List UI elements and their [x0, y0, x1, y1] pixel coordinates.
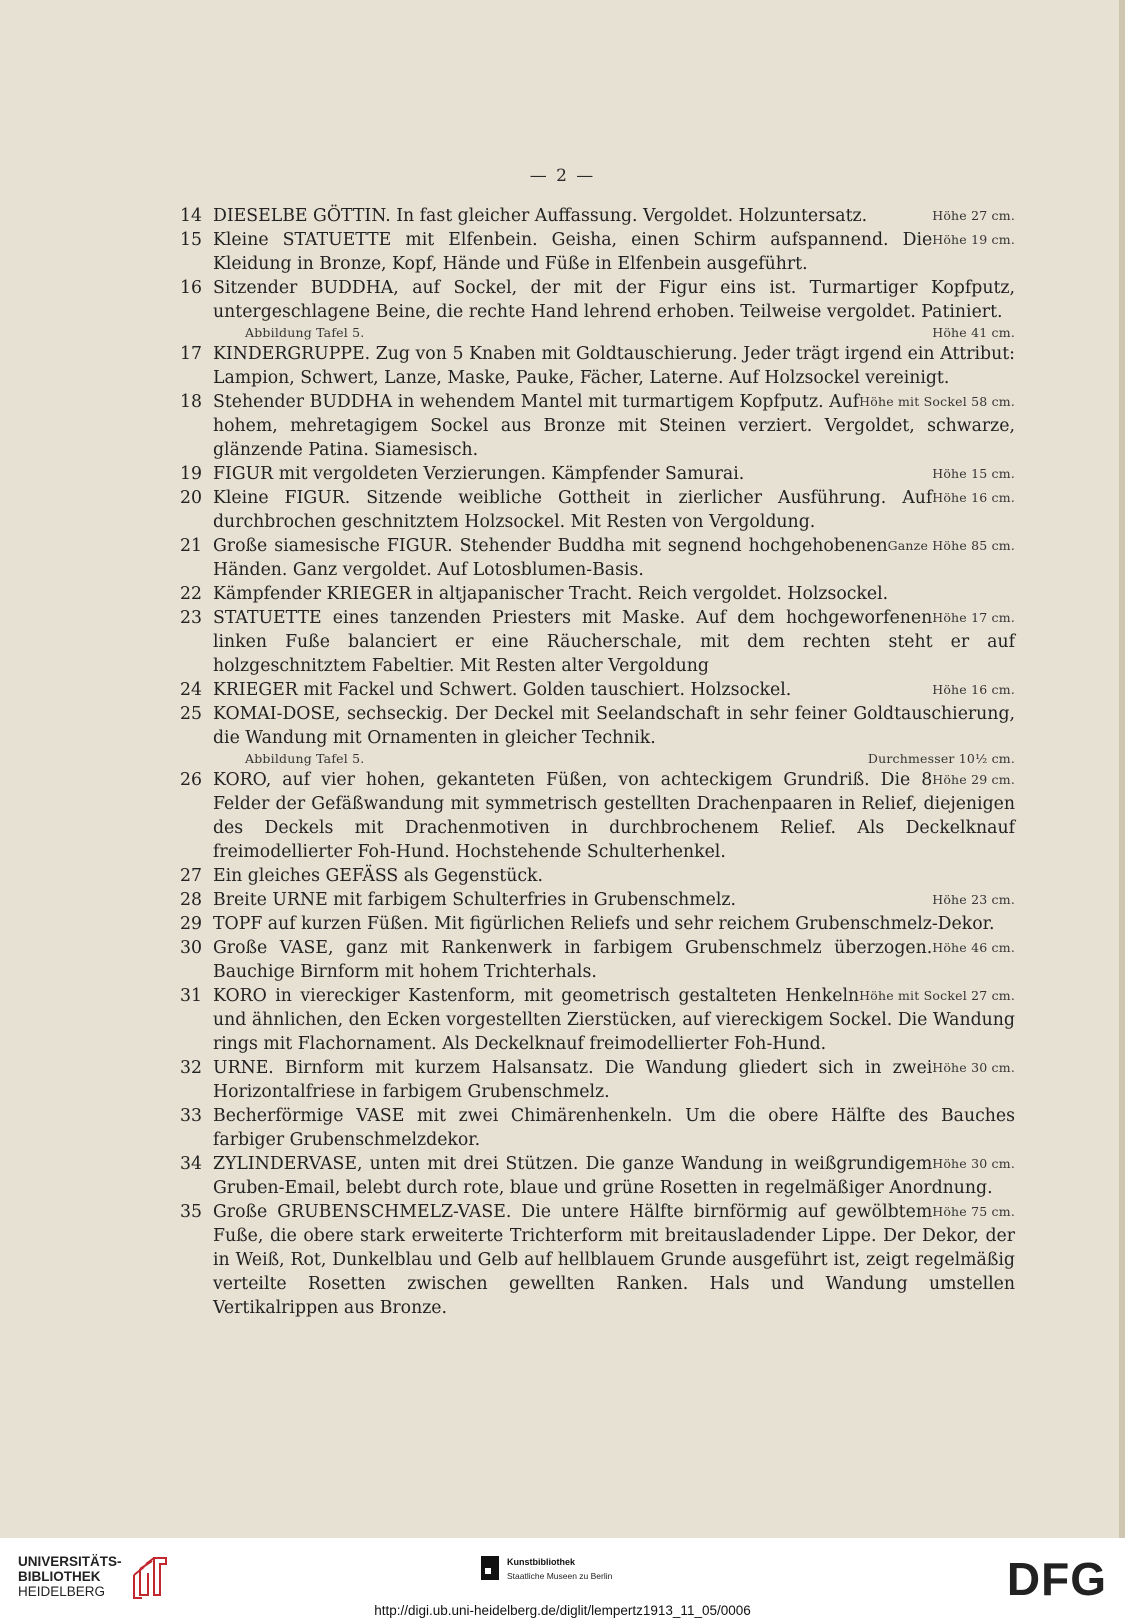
entry-description [213, 462, 1015, 486]
page-edge [1119, 0, 1125, 1538]
entry-description [213, 984, 1015, 1056]
entry-text: Stehender BUDDHA in wehendem Mantel mit turmartigem Kopfputz. Auf hohem, mehretagigem Sockel aus Bronze mit Steinen verziert. Vergoldet, schwarze, glänzende Patina. Siamesisch. [213, 392, 1015, 460]
plate-reference: Abbildung Tafel 5. [245, 751, 365, 766]
catalog-entry [180, 768, 1015, 864]
entry-text: KORO in viereckiger Kastenform, mit geometrisch gestalteten Henkeln und ähnlichen, den Ecken vorgestellten Zierstücken, auf viereckigem Sockel. Die Wandung rings mit Flachornament. Als Deckelknauf freimodellierter Foh-Hund. [213, 986, 1015, 1054]
entry-description [213, 1056, 1015, 1104]
uni-logo-line-3: HEIDELBERG [18, 1584, 106, 1599]
entry-description [213, 228, 1015, 276]
entry-text: Breite URNE mit farbigem Schulterfries in Grubenschmelz. [213, 890, 736, 910]
entry-measurement: Höhe 30 cm. [932, 1156, 1015, 1171]
entry-number: 19 [180, 464, 202, 484]
entry-number: 21 [180, 536, 202, 556]
entry-measurement: Höhe 46 cm. [932, 940, 1015, 955]
entry-number: 27 [180, 866, 202, 886]
entry-description [213, 582, 1015, 606]
entry-description [213, 1152, 1015, 1200]
catalog-entry [180, 276, 1015, 342]
entry-text: Ein gleiches GEFÄSS als Gegenstück. [213, 866, 543, 886]
catalog-entry [180, 864, 1015, 888]
catalog-entry [180, 486, 1015, 534]
entry-description [213, 204, 1015, 228]
entry-number: 23 [180, 608, 202, 628]
entry-text: Kleine STATUETTE mit Elfenbein. Geisha, einen Schirm aufspannend. Die Kleidung in Bronze, Kopf, Hände und Füße in Elfenbein ausgeführt. [213, 230, 933, 274]
university-library-logo[interactable] [18, 1554, 170, 1599]
entry-number: 22 [180, 584, 202, 604]
entry-measurement: Höhe 30 cm. [932, 1060, 1015, 1075]
entry-text: Kämpfender KRIEGER in altjapanischer Tracht. Reich vergoldet. Holzsockel. [213, 584, 889, 604]
entry-number: 35 [180, 1202, 202, 1222]
uni-logo-line-2: BIBLIOTHEK [18, 1569, 101, 1584]
uni-emblem-icon [130, 1555, 170, 1599]
catalog-entry [180, 204, 1015, 228]
entry-text: Kleine FIGUR. Sitzende weibliche Gottheit in zierlicher Ausführung. Auf durchbrochen geschnitztem Holzsockel. Mit Resten von Vergoldung. [213, 488, 933, 532]
entry-description [213, 276, 1015, 324]
entry-text: ZYLINDERVASE, unten mit drei Stützen. Die ganze Wandung in weißgrundigem Gruben-Email, belebt durch rote, blaue und grüne Rosetten in regelmäßiger Anordnung. [213, 1154, 993, 1198]
entry-measurement: Ganze Höhe 85 cm. [887, 538, 1015, 553]
entry-description [213, 342, 1015, 390]
entry-measurement: Höhe 27 cm. [932, 208, 1015, 223]
catalog-entry [180, 912, 1015, 936]
plate-reference: Abbildung Tafel 5. [245, 325, 365, 340]
catalog-entry [180, 342, 1015, 390]
kb-line-1: Kunstbibliothek [507, 1557, 575, 1567]
entry-number: 17 [180, 344, 202, 364]
entry-number: 31 [180, 986, 202, 1006]
entry-text: Große VASE, ganz mit Rankenwerk in farbigem Grubenschmelz überzogen. Bauchige Birnform mit hohem Trichterhals. [213, 938, 933, 982]
entry-number: 34 [180, 1154, 202, 1174]
entry-description [213, 1200, 1015, 1320]
catalog-entry [180, 888, 1015, 912]
entry-text: STATUETTE eines tanzenden Priesters mit Maske. Auf dem hochgeworfenen linken Fuße balanciert er eine Räucherschale, mit dem rechten steht er auf holzgeschnitztem Fabeltier. Mit Resten alter Vergoldung [213, 608, 1015, 676]
entry-measurement: Höhe 19 cm. [932, 232, 1015, 247]
entry-measurement: Höhe 29 cm. [932, 772, 1015, 787]
kunstbibliothek-icon [481, 1556, 499, 1580]
catalog-entry [180, 582, 1015, 606]
entry-text: DIESELBE GÖTTIN. In fast gleicher Auffassung. Vergoldet. Holzuntersatz. [213, 206, 868, 226]
entry-number: 33 [180, 1106, 202, 1126]
permalink-url[interactable]: http://digi.ub.uni-heidelberg.de/diglit/lempertz1913_11_05/0006 [374, 1603, 751, 1618]
entry-description [213, 864, 1015, 888]
catalog-entry [180, 678, 1015, 702]
dfg-logo[interactable]: DFG [1006, 1553, 1107, 1605]
entry-number: 20 [180, 488, 202, 508]
footer [0, 1538, 1125, 1623]
entry-number: 16 [180, 278, 202, 298]
entry-description [213, 486, 1015, 534]
entry-number: 14 [180, 206, 202, 226]
entry-description [213, 702, 1015, 750]
catalog-entry [180, 1056, 1015, 1104]
page-number: — 2 — [529, 166, 596, 186]
entry-measurement: Höhe 16 cm. [932, 490, 1015, 505]
entry-text: URNE. Birnform mit kurzem Halsansatz. Die Wandung gliedert sich in zwei Horizontalfriese in farbigem Grubenschmelz. [213, 1058, 933, 1102]
entry-measurement: Durchmesser 10½ cm. [867, 751, 1015, 766]
entry-text: Große GRUBENSCHMELZ-VASE. Die untere Hälfte birnförmig auf gewölbtem Fuße, die obere stark erweiterte Trichterform mit breitausladender Lippe. Der Dekor, der in Weiß, Rot, Dunkelblau und Gelb auf hellblauem Grunde ausgeführt ist, zeigt regelmäßig verteilte Rosetten zwischen gewellten Ranken. Hals und Wandung umstellen Vertikalrippen aus Bronze. [213, 1202, 1015, 1318]
kunstbibliothek-logo[interactable] [481, 1556, 612, 1582]
entry-description [213, 912, 1015, 936]
entry-measurement: Höhe mit Sockel 27 cm. [859, 988, 1015, 1003]
entry-number: 25 [180, 704, 202, 724]
entry-measurement: Höhe 16 cm. [932, 682, 1015, 697]
entry-description [213, 768, 1015, 864]
entry-measurement: Höhe 17 cm. [932, 610, 1015, 625]
entry-meta-line [213, 324, 1015, 342]
catalog-entry [180, 1200, 1015, 1320]
entry-description [213, 390, 1015, 462]
entry-description [213, 936, 1015, 984]
entry-number: 30 [180, 938, 202, 958]
entry-measurement: Höhe mit Sockel 58 cm. [859, 394, 1015, 409]
kb-line-2: Staatliche Museen zu Berlin [507, 1571, 613, 1581]
entry-description [213, 888, 1015, 912]
catalog-entry [180, 462, 1015, 486]
entry-number: 29 [180, 914, 202, 934]
entry-text: Große siamesische FIGUR. Stehender Buddha mit segnend hochgehobenen Händen. Ganz vergoldet. Auf Lotosblumen-Basis. [213, 536, 888, 580]
uni-logo-line-1: UNIVERSITÄTS- [18, 1554, 122, 1569]
entry-number: 18 [180, 392, 202, 412]
entry-measurement: Höhe 41 cm. [932, 325, 1015, 340]
entry-text: FIGUR mit vergoldeten Verzierungen. Kämpfender Samurai. [213, 464, 745, 484]
catalog-entry [180, 984, 1015, 1056]
entry-text: TOPF auf kurzen Füßen. Mit figürlichen Reliefs und sehr reichem Grubenschmelz-Dekor. [213, 914, 995, 934]
entry-text: KRIEGER mit Fackel und Schwert. Golden tauschiert. Holzsockel. [213, 680, 792, 700]
catalog-entry [180, 936, 1015, 984]
entry-number: 15 [180, 230, 202, 250]
entry-text: Becherförmige VASE mit zwei Chimärenhenkeln. Um die obere Hälfte des Bauches farbiger Grubenschmelzdekor. [213, 1106, 1015, 1150]
catalog-entry [180, 606, 1015, 678]
entry-description [213, 534, 1015, 582]
entry-number: 26 [180, 770, 202, 790]
catalog-entry [180, 390, 1015, 462]
entry-description [213, 606, 1015, 678]
entry-text: KINDERGRUPPE. Zug von 5 Knaben mit Goldtauschierung. Jeder trägt irgend ein Attribut: Lampion, Schwert, Lanze, Maske, Pauke, Fächer, Laterne. Auf Holzsockel vereinigt. [213, 344, 1015, 388]
catalog-entry [180, 534, 1015, 582]
catalog-entries [180, 204, 1015, 1320]
entry-measurement: Höhe 23 cm. [932, 892, 1015, 907]
catalog-entry [180, 1104, 1015, 1152]
entry-text: KORO, auf vier hohen, gekanteten Füßen, von achteckigem Grundriß. Die 8 Felder der Gefäßwandung mit symmetrisch gestellten Drachenpaaren in Relief, diejenigen des Deckels mit Drachenmotiven in durchbrochenem Relief. Als Deckelknauf freimodellierter Foh-Hund. Hochstehende Schulterhenkel. [213, 770, 1015, 862]
entry-description [213, 1104, 1015, 1152]
catalog-entry [180, 228, 1015, 276]
entry-number: 24 [180, 680, 202, 700]
entry-text: Sitzender BUDDHA, auf Sockel, der mit der Figur eins ist. Turmartiger Kopfputz, untergeschlagene Beine, die rechte Hand lehrend erhoben. Teilweise vergoldet. Patiniert. [213, 278, 1015, 322]
entry-description [213, 678, 1015, 702]
entry-number: 28 [180, 890, 202, 910]
entry-number: 32 [180, 1058, 202, 1078]
entry-measurement: Höhe 15 cm. [932, 466, 1015, 481]
entry-text: KOMAI-DOSE, sechseckig. Der Deckel mit Seelandschaft in sehr feiner Goldtauschierung, die Wandung mit Ornamenten in gleicher Technik. [213, 704, 1015, 748]
entry-meta-line [213, 750, 1015, 768]
entry-measurement: Höhe 75 cm. [932, 1204, 1015, 1219]
catalog-entry [180, 1152, 1015, 1200]
catalog-entry [180, 702, 1015, 768]
